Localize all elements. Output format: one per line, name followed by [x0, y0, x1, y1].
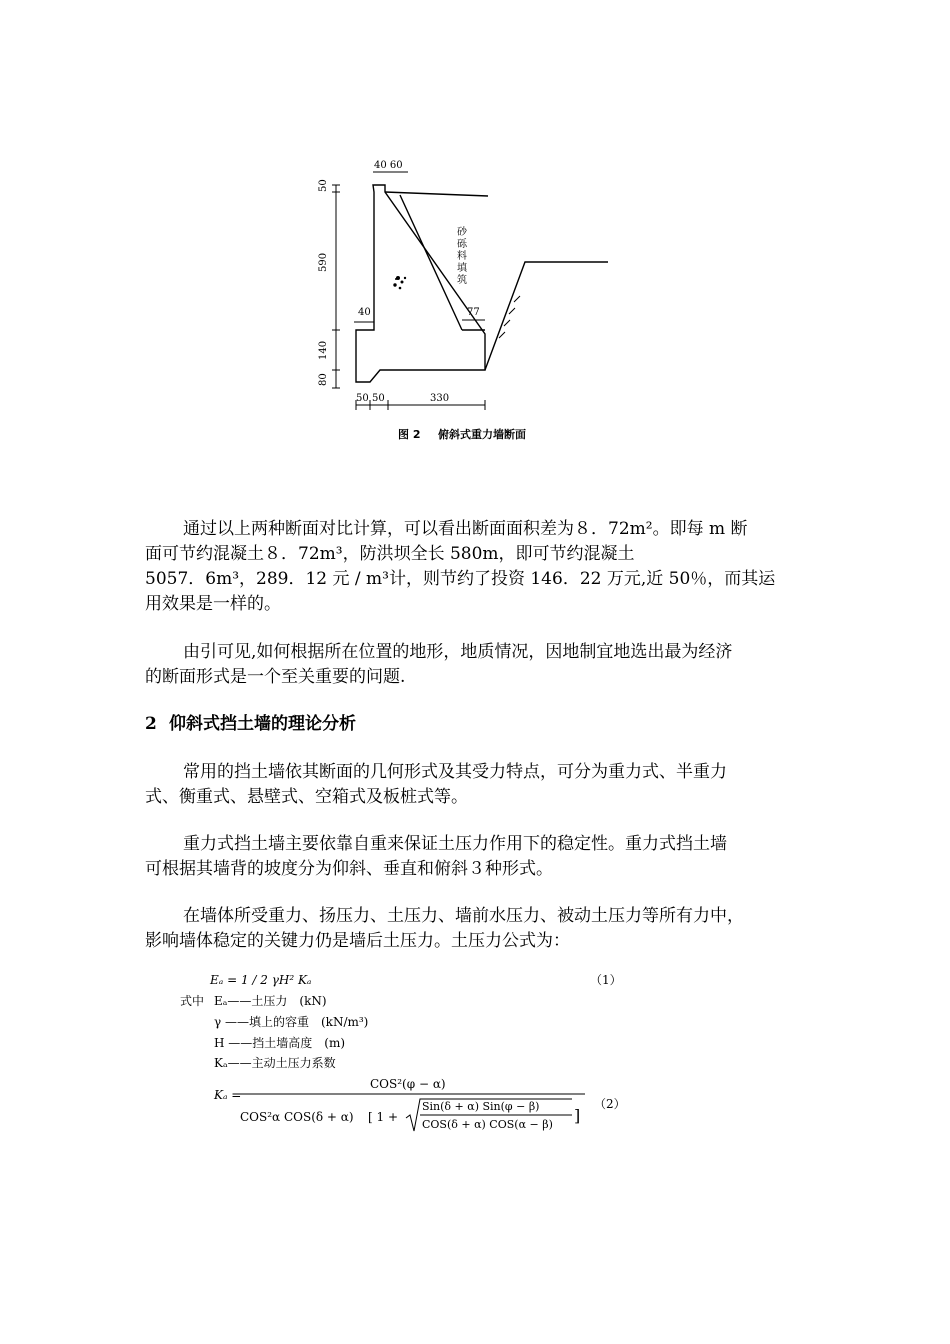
dim-step-40: 40: [358, 307, 371, 318]
dim-top-label: 40 60: [374, 160, 403, 171]
paragraph-gravity-wall: [145, 832, 805, 882]
text-line: 5057．6m³，289．12 元 / m³计，则节约了投资 146．22 万元,近 50％，而其运: [145, 569, 776, 589]
wall-section-drawing: [290, 150, 620, 450]
dim-left-80: 80: [318, 373, 329, 386]
section-title: 仰斜式挡土墙的理论分析: [169, 714, 356, 734]
equation-2-number: （2）: [594, 1097, 626, 1111]
ground-profile-line: [485, 262, 608, 370]
text-line: 用效果是一样的。: [145, 594, 281, 614]
dim-77: 77: [467, 307, 480, 318]
text-line: 可根据其墙背的坡度分为仰斜、垂直和俯斜３种形式。: [145, 859, 553, 879]
formula-drawing: [170, 968, 630, 1138]
paragraph-earth-pressure: [145, 904, 805, 954]
k-denominator-left: COS²α COS(δ + α): [240, 1110, 354, 1124]
wall-section-figure: [290, 150, 620, 450]
text-line: 由引可见,如何根据所在位置的地形，地质情况，因地制宜地选出最为经济: [183, 642, 733, 662]
dim-left-590: 590: [318, 252, 329, 272]
figure-caption-title: 俯斜式重力墙断面: [438, 428, 526, 441]
section-heading: [145, 712, 805, 737]
k-sqrt-numerator: Sin(δ + α) Sin(φ − β): [422, 1100, 540, 1113]
text-line: 影响墙体稳定的关键力仍是墙后土压力。土压力公式为：: [145, 931, 570, 951]
formula-block: [170, 968, 630, 1138]
where-label: 式中: [180, 994, 205, 1008]
k-bracket-open: [ 1 +: [368, 1110, 398, 1124]
equation-1: Eₐ = 1 / 2 γH² Kₐ: [210, 973, 312, 987]
wall-outline: [356, 185, 485, 382]
dim-left-140: 140: [318, 340, 329, 360]
k-sqrt-denominator: COS(δ + α) COS(α − β): [422, 1118, 553, 1131]
k-numerator: COS²(φ − α): [370, 1077, 446, 1091]
dim-bottom-330: 330: [430, 393, 450, 404]
equation-1-number: （1）: [590, 973, 622, 987]
dim-bottom-50a: 50: [356, 393, 369, 404]
paragraph-comparison: [145, 517, 805, 617]
section-number: 2: [145, 714, 157, 734]
paragraph-wall-types: [145, 760, 805, 810]
text-line: 重力式挡土墙主要依靠自重来保证土压力作用下的稳定性。重力式挡土墙: [183, 834, 727, 854]
text-line: 在墙体所受重力、扬压力、土压力、墙前水压力、被动土压力等所有力中，: [183, 906, 744, 926]
fill-label: 砂砾料填筑: [454, 226, 466, 286]
dim-left-50: 50: [318, 179, 329, 192]
backfill-slope-line: [400, 195, 462, 330]
definition-K: Kₐ——主动土压力系数: [214, 1056, 336, 1070]
figure-caption-number: 图 2: [398, 428, 421, 441]
k-bracket-close: ]: [574, 1106, 581, 1125]
text-line: 面可节约混凝土８．72m³，防洪坝全长 580m，即可节约混凝土: [145, 544, 635, 564]
definition-gamma: γ ——填上的容重 (kN/m³): [214, 1015, 369, 1029]
text-line: 通过以上两种断面对比计算，可以看出断面面积差为８．72m²。即每 m 断: [183, 519, 748, 539]
definition-E: Eₐ——土压力 (kN): [214, 994, 327, 1008]
text-line: 常用的挡土墙依其断面的几何形式及其受力特点，可分为重力式、半重力: [183, 762, 727, 782]
aggregate-symbol: [393, 276, 406, 289]
text-line: 的断面形式是一个至关重要的问题.: [145, 667, 406, 687]
dim-bottom-50b: 50: [372, 393, 385, 404]
definition-H: H ——挡土墙高度 (m): [214, 1036, 346, 1050]
text-line: 式、衡重式、悬壁式、空箱式及板桩式等。: [145, 787, 468, 807]
paragraph-conclusion: [145, 640, 805, 690]
k-lhs: Kₐ =: [214, 1088, 242, 1102]
